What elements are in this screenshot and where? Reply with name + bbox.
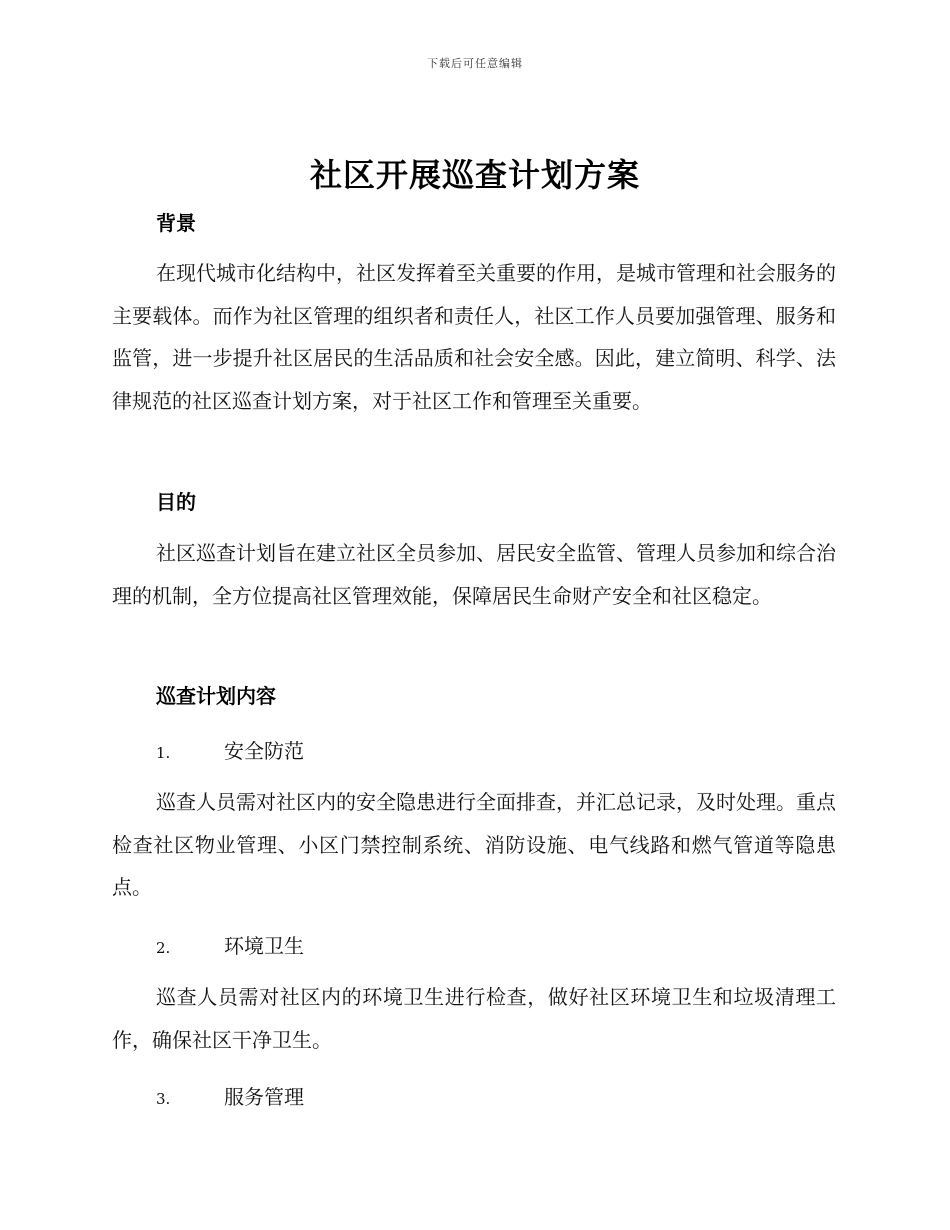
list-item xyxy=(156,735,304,764)
background-paragraph: 在现代城市化结构中，社区发挥着至关重要的作用，是城市管理和社会服务的主要载体。而作为社区管理的组织者和责任人，社区工作人员要加强管理、服务和监管，进一步提升社区居民的生活品质和社会安全感。因此，建立简明、科学、法律规范的社区巡查计划方案，对于社区工作和管理至关重要。 xyxy=(112,261,836,413)
item-paragraph: 巡查人员需对社区内的环境卫生进行检查，做好社区环境卫生和垃圾清理工作，确保社区干净卫生。 xyxy=(112,985,836,1052)
list-item-number: 2. xyxy=(156,939,171,957)
section-heading-plan-content: 巡查计划内容 xyxy=(156,684,276,708)
purpose-paragraph: 社区巡查计划旨在建立社区全员参加、居民安全监管、管理人员参加和综合治理的机制，全方位提高社区管理效能，保障居民生命财产安全和社区稳定。 xyxy=(112,541,836,608)
list-item-title: 服务管理 xyxy=(224,1085,304,1109)
item-paragraph: 巡查人员需对社区内的安全隐患进行全面排查，并汇总记录，及时处理。重点检查社区物业管理、小区门禁控制系统、消防设施、电气线路和燃气管道等隐患点。 xyxy=(112,790,836,899)
list-item-number: 1. xyxy=(156,744,171,762)
header-note: 下载后可任意编辑 xyxy=(427,57,523,70)
list-item-number: 3. xyxy=(156,1090,171,1108)
list-item-title: 环境卫生 xyxy=(224,934,304,958)
section-heading-purpose: 目的 xyxy=(156,490,196,514)
section-heading-background: 背景 xyxy=(156,211,196,235)
list-item-title: 安全防范 xyxy=(224,739,304,763)
document-title: 社区开展巡查计划方案 xyxy=(309,156,640,194)
list-item xyxy=(156,1081,304,1110)
list-item xyxy=(156,930,304,959)
